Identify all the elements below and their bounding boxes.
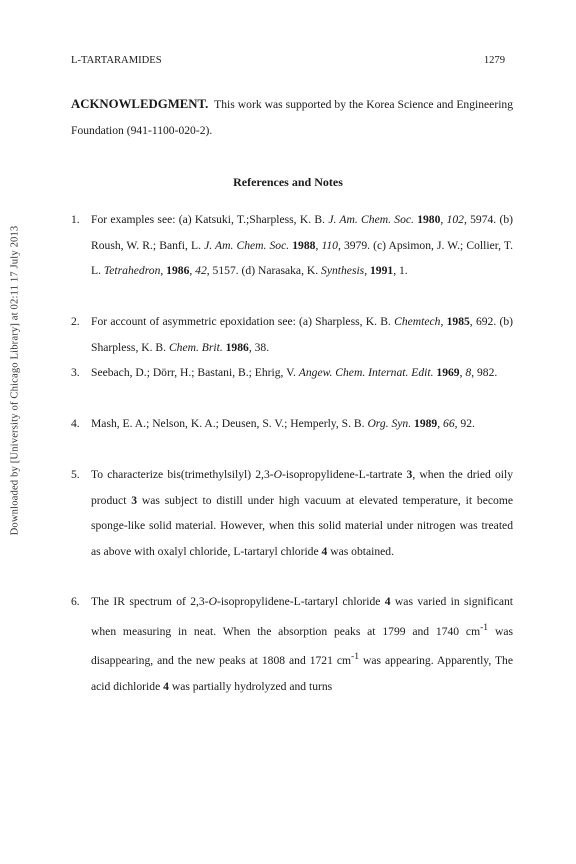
reference-4 xyxy=(71,411,513,437)
reference-text: Mash, E. A.; Nelson, K. A.; Deusen, S. V.; Hemperly, S. B. Org. Syn. 1989, 66, 92. xyxy=(91,417,475,430)
reference-text: To characterize bis(trimethylsilyl) 2,3-O-isopropylidene-L-tartrate 3, when the dried oily product 3 was subject to distill under high vacuum at elevated temperature, it become sponge-like solid material. However, when this solid material under nitrogen was treated as above with oxalyl chloride, L-tartaryl chloride 4 was obtained. xyxy=(91,468,514,558)
reference-number: 2. xyxy=(71,315,80,328)
reference-text: For account of asymmetric epoxidation see: (a) Sharpless, K. B. Chemtech, 1985, 692. (b) Sharpless, K. B. Chem. Brit. 1986, 38. xyxy=(91,315,513,354)
reference-number: 1. xyxy=(71,213,80,226)
reference-1 xyxy=(71,207,513,284)
references-heading: References and Notes xyxy=(233,175,343,189)
reference-5 xyxy=(71,462,513,564)
reference-number: 6. xyxy=(71,595,80,608)
reference-3 xyxy=(71,360,513,386)
reference-text: For examples see: (a) Katsuki, T.;Sharpless, K. B. J. Am. Chem. Soc. 1980, 102, 5974. (b) Roush, W. R.; Banfi, L. J. Am. Chem. Soc. 1988, 110, 3979. (c) Apsimon, J. W.; Collier, T. L. Tetrahedron, 1986, 42, 5157. (d) Narasaka, K. Synthesis, 1991, 1. xyxy=(91,213,514,278)
reference-number: 3. xyxy=(71,366,80,379)
reference-text: The IR spectrum of 2,3-O-isopropylidene-L-tartaryl chloride 4 was varied in significant when measuring in neat. When the absorption peaks at 1799 and 1740 $cm^{-1}$ was disappearing, and the new peaks at 1808 and 1721 $cm^{-1}$ was appearing. Apparently, The acid dichloride 4 was partially hydrolyzed and turns xyxy=(91,595,513,693)
acknowledgment-text: This work was supported by the Korea Science and Engineering Foundation (941-1100-020-2). xyxy=(71,98,514,137)
reference-text: Seebach, D.; Dörr, H.; Bastani, B.; Ehrig, V. Angew. Chem. Internat. Edit. 1969, 8, 982. xyxy=(91,366,498,379)
reference-number: 5. xyxy=(71,468,80,481)
reference-number: 4. xyxy=(71,417,80,430)
acknowledgment-paragraph xyxy=(71,92,513,143)
reference-6 xyxy=(71,589,513,699)
acknowledgment-heading: ACKNOWLEDGMENT. xyxy=(71,97,209,111)
download-notice-text: Downloaded by [University of Chicago Library] at 02:11 17 July 2013 xyxy=(9,225,21,535)
page-number: 1279 xyxy=(483,55,505,66)
running-title: L-TARTARAMIDES xyxy=(71,55,162,66)
reference-2 xyxy=(71,309,513,360)
running-header xyxy=(71,55,505,66)
